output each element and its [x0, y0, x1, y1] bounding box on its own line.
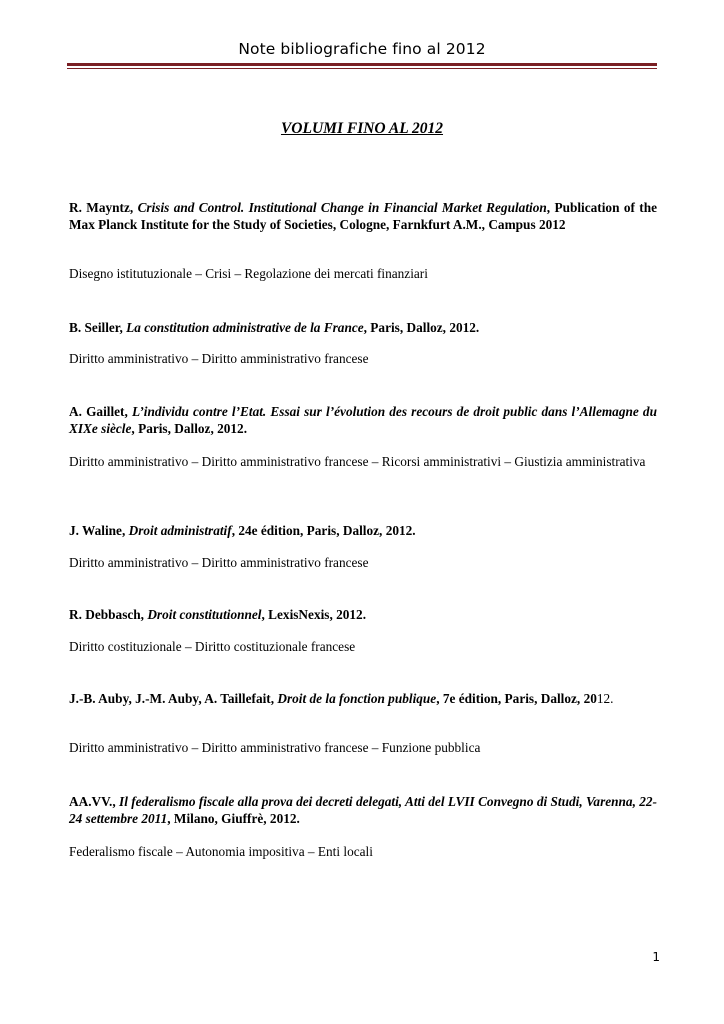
citation	[69, 403, 657, 437]
entry-title: L’individu contre l’Etat. Essai sur l’évolution des recours de droit public dans l’Allemagne du XIXe siècle	[69, 404, 657, 436]
entry-title: Droit administratif	[128, 523, 232, 538]
entry-keywords: Federalismo fiscale – Autonomia impositiva – Enti locali	[69, 844, 373, 859]
header-rule-thick	[67, 63, 657, 66]
entry-authors: J.-B. Auby, J.-M. Auby, A. Taillefait,	[69, 691, 278, 706]
entry-publisher: , Paris, Dalloz, 2012.	[131, 421, 248, 436]
entry-keywords: Diritto costituzionale – Diritto costituzionale francese	[69, 639, 356, 654]
keywords-block	[69, 453, 657, 470]
keywords-block	[69, 554, 657, 571]
entry-authors: J. Waline,	[69, 523, 129, 538]
page-number: 1	[652, 950, 660, 964]
header-rule-thin	[67, 68, 657, 69]
citation	[69, 522, 657, 539]
entry-keywords: Diritto amministrativo – Diritto amministrativo francese – Ricorsi amministrativi – Giustizia amministrativa	[69, 454, 646, 469]
entry-publisher: , 24e édition, Paris, Dalloz, 2012.	[231, 523, 416, 538]
keywords-block	[69, 350, 657, 367]
keywords-block	[69, 739, 657, 756]
citation	[69, 606, 657, 623]
entry-publisher-tail: 12.	[596, 691, 614, 706]
entry-title: Il federalismo fiscale alla prova dei decreti delegati, Atti del LVII Convegno di Studi, Varenna, 22-24 settembre 2011	[69, 794, 657, 826]
citation	[69, 793, 657, 827]
bibliography-entry	[69, 690, 657, 707]
entry-authors: A. Gaillet,	[69, 404, 132, 419]
entry-authors: R. Debbasch,	[69, 607, 148, 622]
entry-keywords: Diritto amministrativo – Diritto amministrativo francese	[69, 351, 369, 366]
citation	[69, 199, 657, 233]
citation	[69, 690, 657, 707]
bibliography-entry	[69, 793, 657, 827]
section-title: VOLUMI FINO AL 2012	[280, 120, 444, 137]
citation	[69, 319, 657, 336]
bibliography-entry	[69, 199, 657, 233]
entry-authors: AA.VV.,	[69, 794, 120, 809]
bibliography-entry	[69, 522, 657, 539]
bibliography-entry	[69, 403, 657, 437]
entry-publisher: , Paris, Dalloz, 2012.	[363, 320, 480, 335]
entry-authors: R. Mayntz,	[69, 200, 138, 215]
entry-publisher: , Publication of the Max Planck Institute for the Study of Societies, Cologne, Farnkfurt A.M., Campus 2012	[69, 200, 657, 232]
entry-authors: B. Seiller,	[69, 320, 127, 335]
entry-title: La constitution administrative de la France	[126, 320, 364, 335]
bibliography-entry	[69, 319, 657, 336]
bibliography-entry	[69, 606, 657, 623]
entry-title: Droit de la fonction publique	[277, 691, 437, 706]
entry-publisher: , LexisNexis, 2012.	[261, 607, 367, 622]
entry-publisher: , Milano, Giuffrè, 2012.	[167, 811, 300, 826]
entry-title: Droit constitutionnel	[147, 607, 262, 622]
keywords-block	[69, 843, 657, 860]
page-header-title: Note bibliografiche fino al 2012	[238, 40, 486, 58]
entry-publisher: , 7e édition, Paris, Dalloz, 20	[436, 691, 597, 706]
keywords-block	[69, 265, 657, 282]
keywords-block	[69, 638, 657, 655]
entry-keywords: Diritto amministrativo – Diritto amministrativo francese	[69, 555, 369, 570]
entry-keywords: Diritto amministrativo – Diritto amministrativo francese – Funzione pubblica	[69, 740, 481, 755]
entry-title: Crisis and Control. Institutional Change in Financial Market Regulation	[137, 200, 547, 215]
entry-keywords: Disegno istitutuzionale – Crisi – Regolazione dei mercati finanziari	[69, 266, 428, 281]
